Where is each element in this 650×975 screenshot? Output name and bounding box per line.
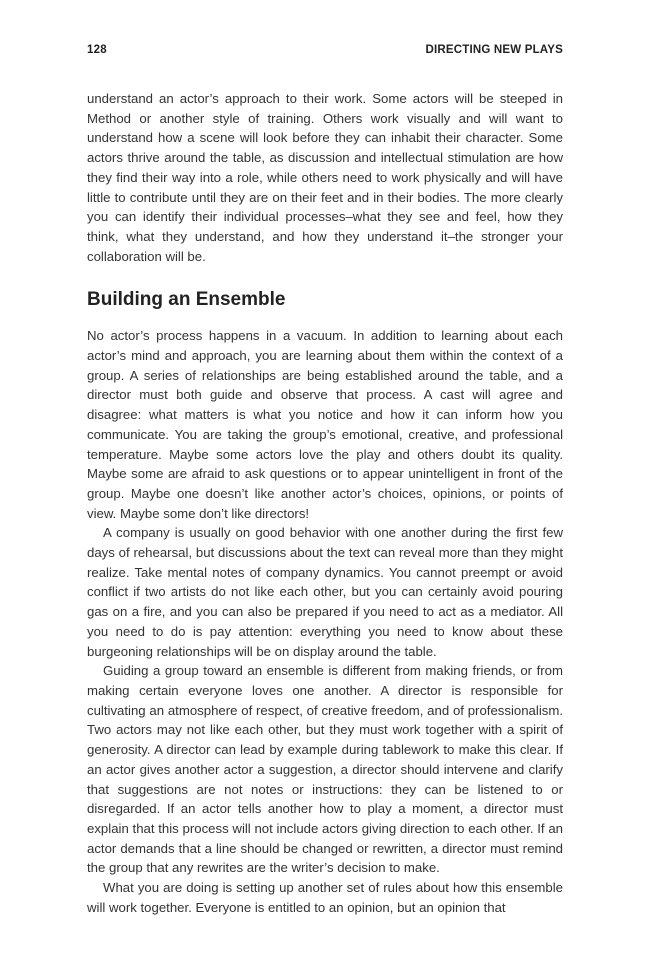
running-header — [87, 44, 563, 56]
page-number: 128 — [87, 44, 107, 56]
paragraph: What you are doing is setting up another set of rules about how this ensemble will work together. Everyone is entitled to an opinion, but an opinion that — [87, 880, 563, 915]
paragraph: Guiding a group toward an ensemble is different from making friends, or from making certain everyone loves one another. A director is responsible for cultivating an atmosphere of respect, of creative freedom, and of professionalism. Two actors may not like each other, but they must work together with a spirit of generosity. A director can lead by example during tablework to make this clear. If an actor gives another actor a suggestion, a director should intervene and clarify that suggestions are not notes or instructions: they can be listened to or disregarded. If an actor tells another how to play a moment, a director must explain that this process will not include actors giving direction to each other. If an actor demands that a line should be changed or rewritten, a director must remind the group that any rewrites are the writer’s decision to make. — [87, 663, 563, 876]
body-text — [87, 89, 563, 917]
paragraph: A company is usually on good behavior with one another during the first few days of rehearsal, but discussions about the text can reveal more than they might realize. Take mental notes of company dynamics. You cannot preempt or avoid conflict if two artists do not like each other, but you can certainly avoid pouring gas on a fire, and you can also be prepared if you need to act as a mediator. All you need to do is pay attention: everything you need to know about these burgeoning relationships will be on display around the table. — [87, 525, 563, 659]
opening-paragraph: understand an actor’s approach to their work. Some actors will be steeped in Method or another style of training. Others work visually and will want to understand how a scene will look before they can inhabit their character. Some actors thrive around the table, as discussion and intellectual stimulation are how they find their way into a role, while others need to work physically and will have little to contribute until they are on their feet and in their bodies. The more clearly you can identify their individual processes–what they see and feel, how they think, what they understand, and how they understand it–the stronger your collaboration will be. — [87, 91, 563, 264]
paragraph: No actor’s process happens in a vacuum. In addition to learning about each actor’s mind and approach, you are learning about them within the context of a group. A series of relationships are being established around the table, and a director must both guide and observe that process. A cast will agree and disagree: what matters is what you notice and how it can inform how you communicate. You are taking the group’s emotional, creative, and professional temperature. Maybe some actors love the play and others doubt its quality. Maybe some are afraid to ask questions or to appear unintelligent in front of the group. Maybe one doesn’t like another actor’s choices, opinions, or points of view. Maybe some don’t like directors! — [87, 328, 563, 521]
section-heading: Building an Ensemble — [87, 289, 286, 311]
running-title: DIRECTING NEW PLAYS — [425, 44, 563, 56]
